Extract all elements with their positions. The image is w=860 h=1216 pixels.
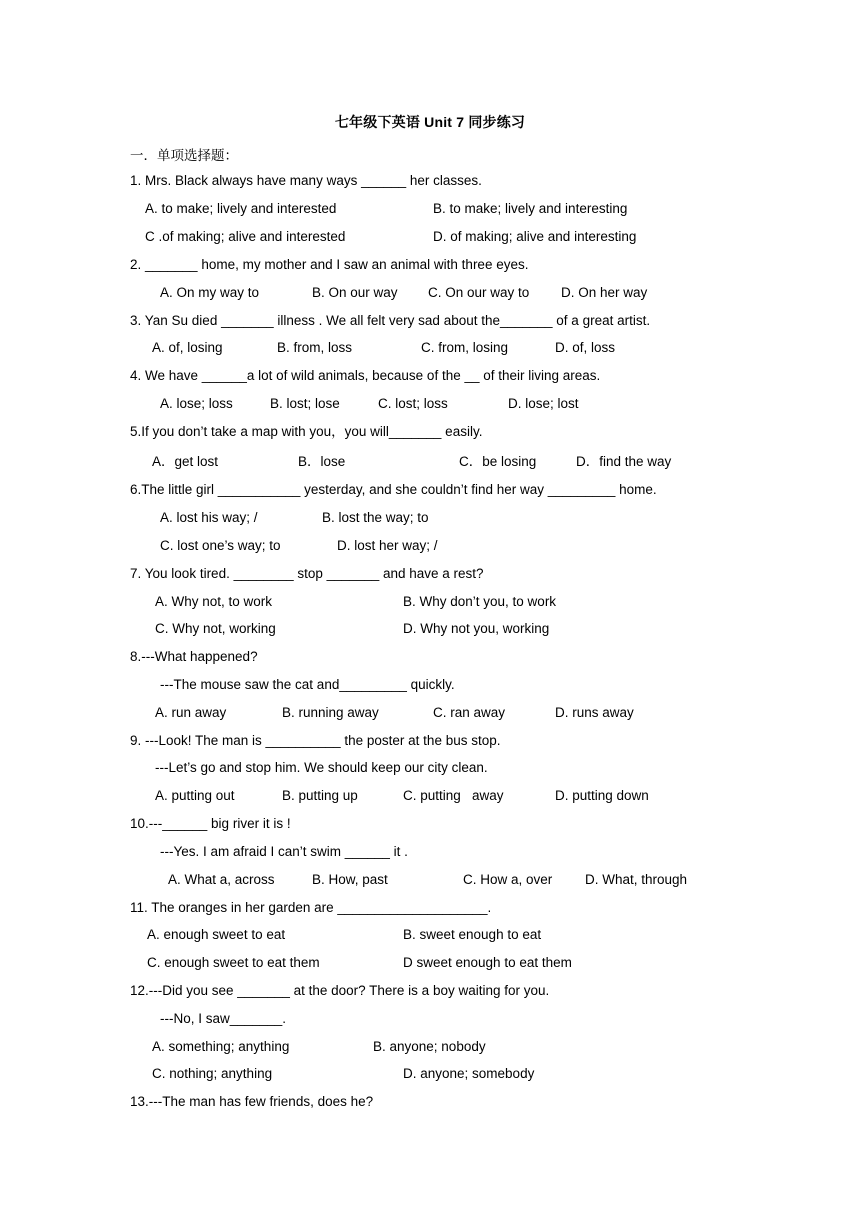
- text-line: A. lost his way; /: [160, 510, 258, 525]
- text-line: C. from, losing: [421, 340, 509, 355]
- text-line: D. of, loss: [555, 340, 616, 355]
- text-line: C. lost; loss: [378, 396, 448, 411]
- text-line: 1. Mrs. Black always have many ways ______ her classes.: [130, 173, 482, 188]
- text-line: C. How a, over: [463, 872, 553, 887]
- text-line: 11. The oranges in her garden are ____________________.: [130, 900, 492, 915]
- text-line: C .of making; alive and interested: [145, 229, 346, 244]
- text-line: D sweet enough to eat them: [403, 955, 572, 970]
- text-line: C. lost one’s way; to: [160, 538, 281, 553]
- text-line: B. lost the way; to: [322, 510, 429, 525]
- text-line: C. nothing; anything: [152, 1066, 273, 1081]
- text-line: B. lost; lose: [270, 396, 340, 411]
- text-line: B. from, loss: [277, 340, 353, 355]
- text-line: ---Let’s go and stop him. We should keep our city clean.: [155, 760, 488, 775]
- text-line: B. sweet enough to eat: [403, 927, 542, 942]
- text-line: A. to make; lively and interested: [145, 201, 337, 216]
- text-line: A. of, losing: [152, 340, 223, 355]
- text-line: 7. You look tired. ________ stop _______ and have a rest?: [130, 566, 484, 581]
- text-line: A. run away: [155, 705, 227, 720]
- text-line: C. putting away: [403, 788, 504, 803]
- text-line: D. anyone; somebody: [403, 1066, 535, 1081]
- text-line: 6.The little girl ___________ yesterday, and she couldn’t find her way _________ home.: [130, 482, 657, 497]
- text-line: 4. We have ______a lot of wild animals, because of the __ of their living areas.: [130, 368, 601, 383]
- text-line: 9. ---Look! The man is __________ the poster at the bus stop.: [130, 733, 501, 748]
- text-line: A. lose; loss: [160, 396, 233, 411]
- text-line: B. running away: [282, 705, 379, 720]
- text-line: 3. Yan Su died _______ illness . We all felt very sad about the_______ of a great artist.: [130, 313, 651, 328]
- text-line: 12.---Did you see _______ at the door? There is a boy waiting for you.: [130, 983, 550, 998]
- text-line: D. What, through: [585, 872, 688, 887]
- text-line: B．lose: [298, 454, 346, 469]
- text-line: A. Why not, to work: [155, 594, 273, 609]
- text-line: 2. _______ home, my mother and I saw an animal with three eyes.: [130, 257, 529, 272]
- page-title: 七年级下英语 Unit 7 同步练习: [334, 114, 526, 130]
- text-line: 5.If you don’t take a map with you，you will_______ easily.: [130, 424, 483, 439]
- text-line: C. On our way to: [428, 285, 530, 300]
- text-line: D．find the way: [576, 454, 672, 469]
- text-line: C. enough sweet to eat them: [147, 955, 320, 970]
- text-line: 8.---What happened?: [130, 649, 258, 664]
- text-line: A. something; anything: [152, 1039, 290, 1054]
- text-line: C．be losing: [459, 454, 537, 469]
- text-line: C. Why not, working: [155, 621, 276, 636]
- text-line: A. enough sweet to eat: [147, 927, 286, 942]
- text-line: A．get lost: [152, 454, 219, 469]
- text-line: A. What a, across: [168, 872, 275, 887]
- text-line: 10.---______ big river it is !: [130, 816, 291, 831]
- text-line: D. Why not you, working: [403, 621, 550, 636]
- text-line: B. to make; lively and interesting: [433, 201, 628, 216]
- text-line: D. of making; alive and interesting: [433, 229, 637, 244]
- text-line: C. ran away: [433, 705, 506, 720]
- text-line: A. On my way to: [160, 285, 260, 300]
- text-line: B. Why don’t you, to work: [403, 594, 557, 609]
- text-line: B. anyone; nobody: [373, 1039, 486, 1054]
- text-line: ---Yes. I am afraid I can’t swim ______ it .: [160, 844, 408, 859]
- text-line: B. putting up: [282, 788, 358, 803]
- text-line: A. putting out: [155, 788, 235, 803]
- text-line: D. putting down: [555, 788, 649, 803]
- text-line: D. On her way: [561, 285, 648, 300]
- text-line: D. lost her way; /: [337, 538, 438, 553]
- text-line: 13.---The man has few friends, does he?: [130, 1094, 374, 1109]
- text-line: B. On our way: [312, 285, 398, 300]
- text-line: ---No, I saw_______.: [160, 1011, 287, 1026]
- section-heading: 一．单项选择题：: [130, 148, 238, 163]
- text-line: D. lose; lost: [508, 396, 579, 411]
- text-line: ---The mouse saw the cat and_________ quickly.: [160, 677, 455, 692]
- text-line: B. How, past: [312, 872, 388, 887]
- text-line: D. runs away: [555, 705, 634, 720]
